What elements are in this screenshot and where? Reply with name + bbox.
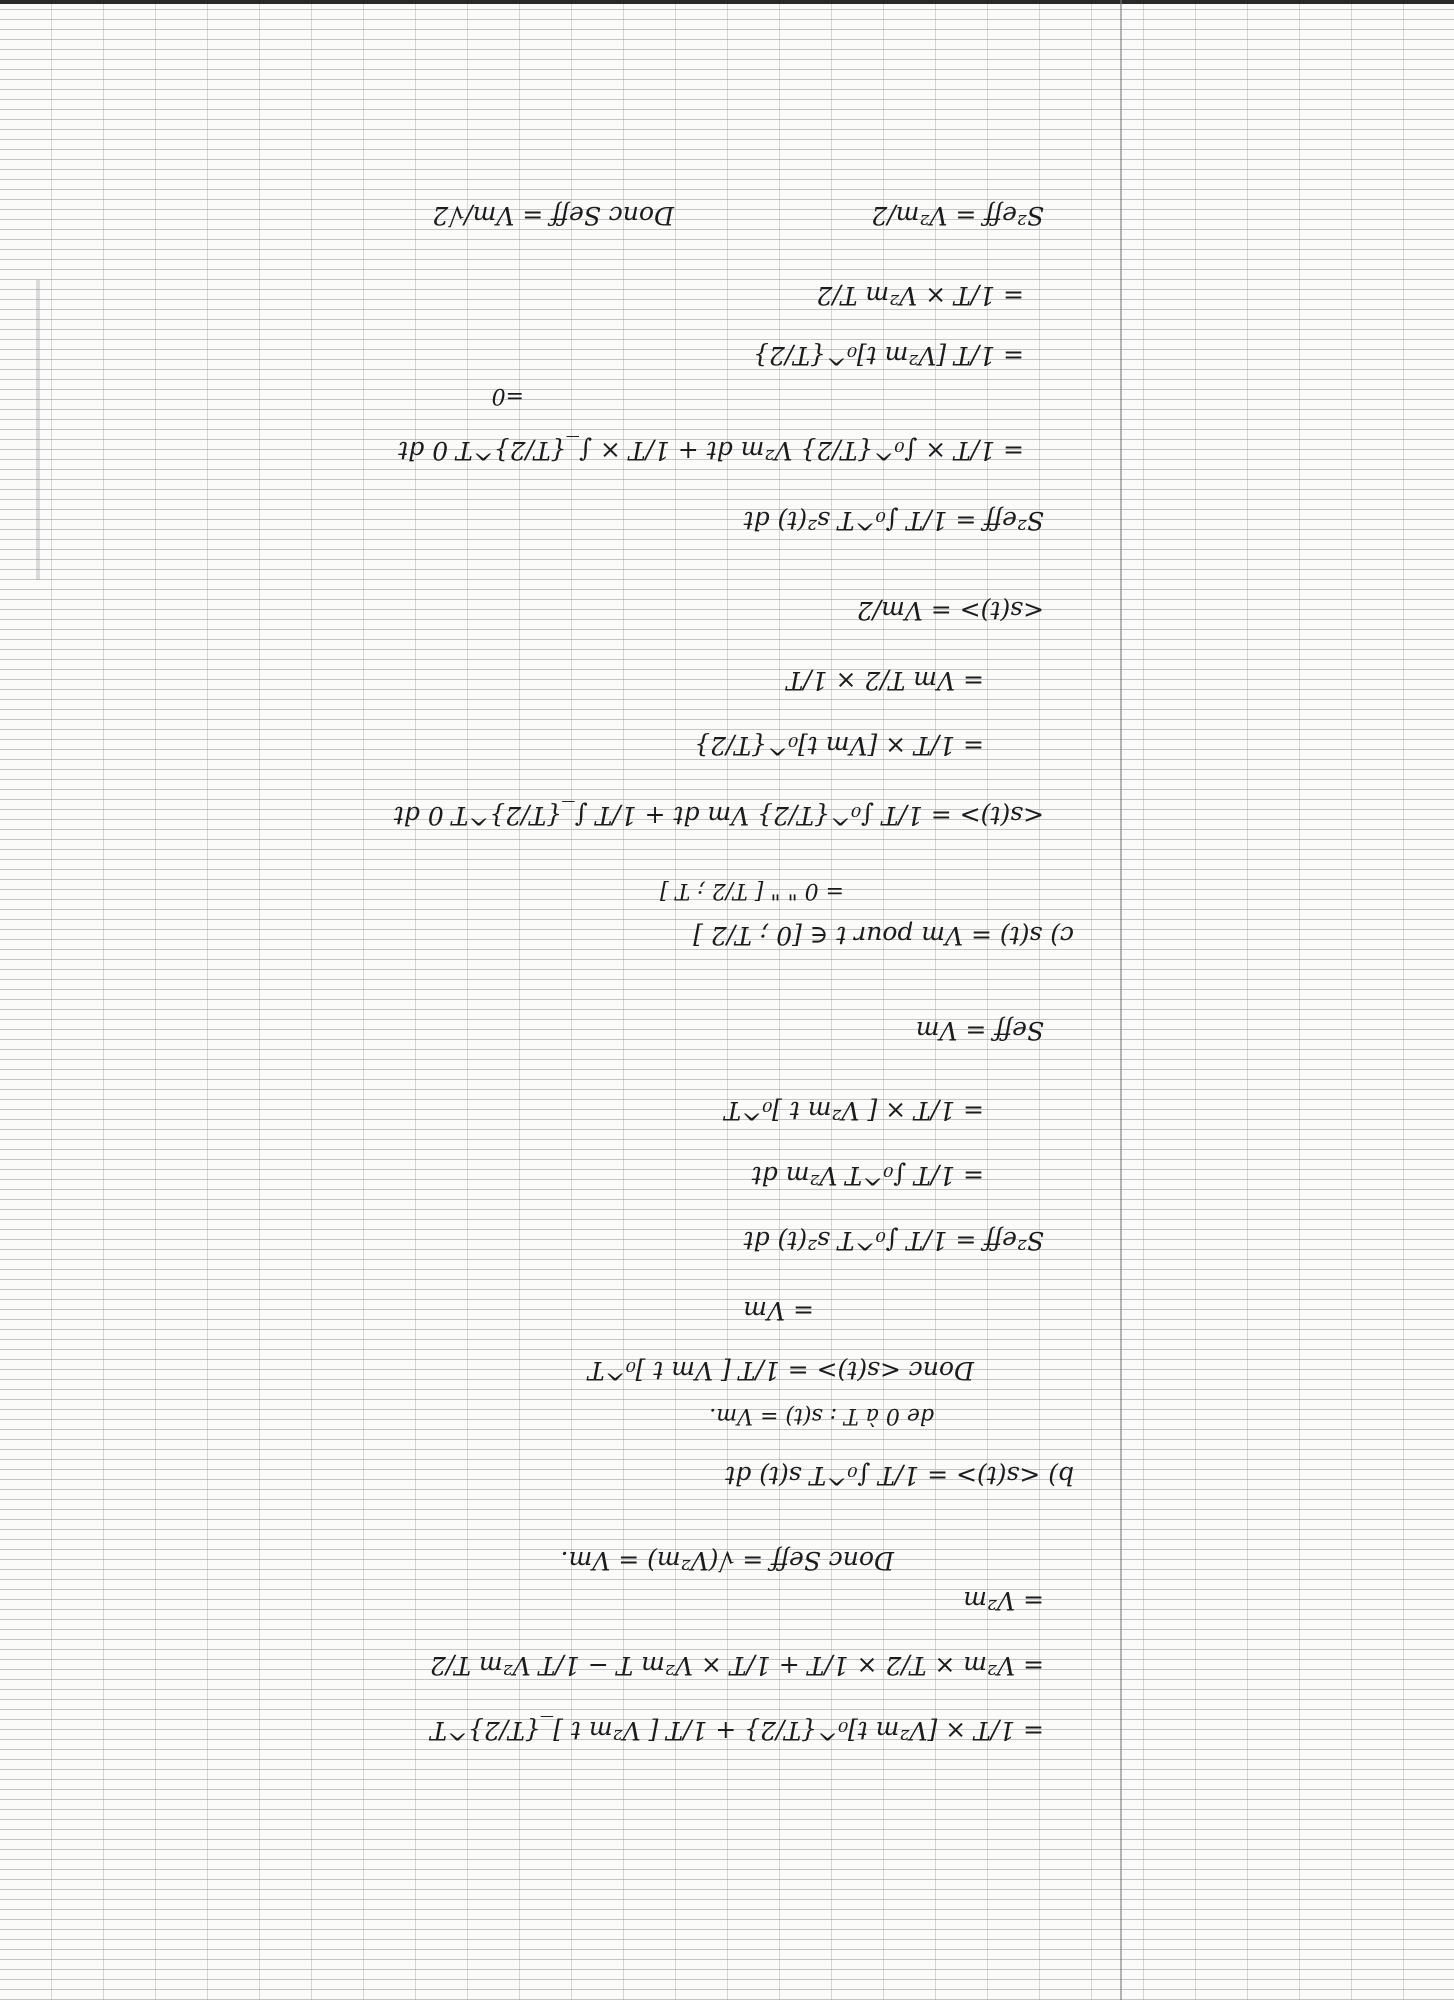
line-02: = V²m × T/2 × 1/T + 1/T × V²m T − 1/T V²m T/2 bbox=[430, 1651, 1044, 1680]
line-23: = 1/T × V²m T/2 bbox=[816, 281, 1024, 310]
line-20: = 1/T × ∫₀^{T/2} V²m dt + 1/T × ∫_{T/2}^T 0 dt bbox=[398, 436, 1024, 465]
line-25: Donc Seff = Vm/√2 bbox=[432, 201, 674, 230]
line-10: = 1/T ∫₀^T V²m dt bbox=[751, 1161, 984, 1190]
line-01: = 1/T × [V²m t]₀^{T/2} + 1/T [ V²m t ]_{T/2}^T bbox=[430, 1716, 1044, 1745]
line-22: = 1/T [V²m t]₀^{T/2} bbox=[753, 341, 1024, 370]
line-24: S²eff = V²m/2 bbox=[871, 201, 1044, 230]
line-21-underbrace: =0 bbox=[491, 383, 524, 408]
line-11: = 1/T × [ V²m t ]₀^T bbox=[724, 1096, 984, 1125]
line-14: = 0 " " [ T/2 ; T ] bbox=[660, 878, 844, 903]
line-06: de 0 à T : s(t) = Vm. bbox=[709, 1403, 934, 1428]
line-16: = 1/T × [Vm t]₀^{T/2} bbox=[694, 731, 984, 760]
line-15: <s(t)> = 1/T ∫₀^{T/2} Vm dt + 1/T ∫_{T/2}^T 0 dt bbox=[393, 801, 1044, 830]
line-19: S²eff = 1/T ∫₀^T s²(t) dt bbox=[743, 506, 1044, 535]
line-18: <s(t)> = Vm/2 bbox=[856, 596, 1044, 625]
line-04: Donc Seff = √(V²m) = Vm. bbox=[560, 1546, 894, 1575]
line-12: Seff = Vm bbox=[915, 1016, 1044, 1045]
line-17: = Vm T/2 × 1/T bbox=[786, 666, 984, 695]
line-03: = V²m bbox=[963, 1586, 1044, 1615]
line-09: S²eff = 1/T ∫₀^T s²(t) dt bbox=[743, 1226, 1044, 1255]
line-07: Donc <s(t)> = 1/T [ Vm t ]₀^T bbox=[587, 1356, 974, 1385]
line-13-heading-c: c) s(t) = Vm pour t ∈ [0 ; T/2 ] bbox=[693, 921, 1074, 950]
line-08: = Vm bbox=[743, 1296, 814, 1325]
line-05-heading-b: b) <s(t)> = 1/T ∫₀^T s(t) dt bbox=[725, 1461, 1074, 1490]
